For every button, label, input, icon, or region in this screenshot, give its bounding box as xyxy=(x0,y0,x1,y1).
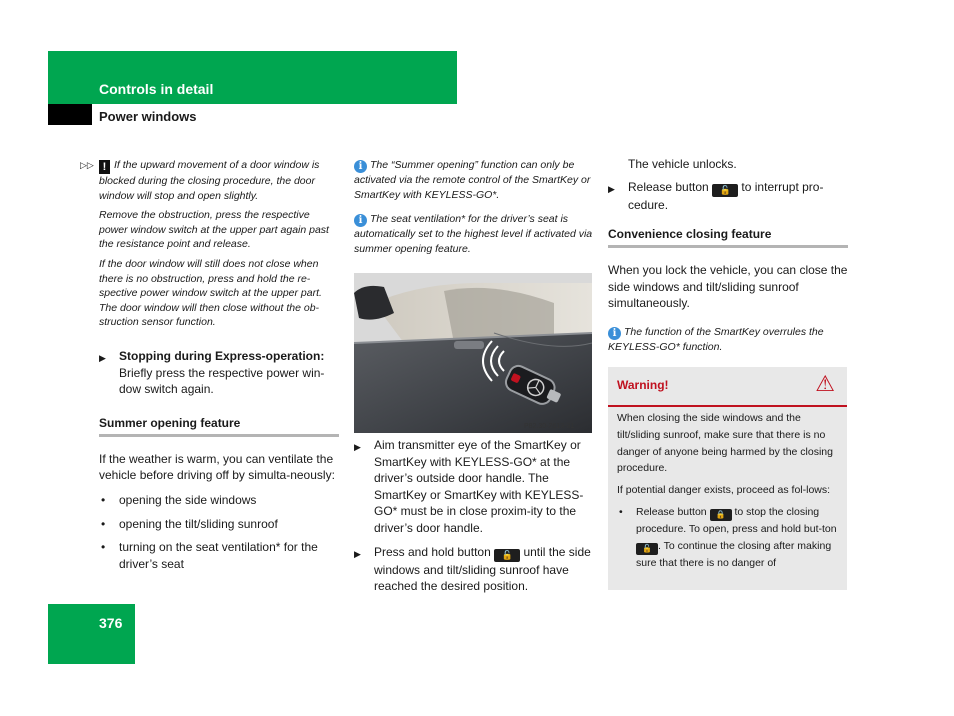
unlocks-text: The vehicle unlocks. xyxy=(628,157,737,171)
info-text: The function of the SmartKey overrules the KEYLESS-GO* function. xyxy=(608,325,824,353)
convenience-text: When you lock the vehicle, you can close the side windows and tilt/sliding sunroof simultaneously. xyxy=(608,263,848,311)
step-arrow-icon: ▶ xyxy=(608,183,615,194)
smartkey-door-illustration xyxy=(354,273,592,433)
warning-title: Warning! xyxy=(617,378,669,392)
lock-button-icon: 🔒 xyxy=(710,509,732,521)
warning-text: Release button xyxy=(636,505,707,518)
note-obstruction xyxy=(80,158,339,203)
step-text: Release button xyxy=(628,179,709,194)
continue-arrows-icon: ▷▷ xyxy=(80,160,94,170)
convenience-heading: Convenience closing feature xyxy=(608,227,848,248)
warning-text: If potential danger exists, proceed as fol-lows: xyxy=(617,484,831,497)
bullet-dot: • xyxy=(101,540,106,555)
column-middle-steps xyxy=(354,437,594,595)
step-arrow-icon: ▶ xyxy=(99,352,106,363)
step-text: to interrupt pro-cedure. xyxy=(628,179,824,212)
section-marker xyxy=(48,104,92,125)
step-text: Aim transmitter eye of the SmartKey or SmartKey with KEYLESS-GO* at the driver’s outside door handle. The SmartKey or SmartKey with KEYLESS-GO* must be in close proxim-ity to the driver’s door handle. xyxy=(374,438,584,535)
unlock-button-icon: 🔓 xyxy=(636,543,658,555)
info-note xyxy=(354,212,594,256)
chapter-title: Controls in detail xyxy=(99,81,214,97)
step-text: Press and hold button xyxy=(374,544,491,559)
column-right xyxy=(608,156,848,355)
unlock-button-icon: 🔓 xyxy=(712,184,738,197)
info-icon: i xyxy=(354,160,367,173)
step-arrow-icon: ▶ xyxy=(354,442,361,452)
step-arrow-icon: ▶ xyxy=(354,548,361,559)
exclamation-icon: ! xyxy=(99,160,110,174)
page-number-band xyxy=(48,604,135,664)
step-aim xyxy=(354,437,594,537)
bullet-text: opening the side windows xyxy=(119,492,257,507)
info-note xyxy=(608,325,848,355)
summer-intro: If the weather is warm, you can ventilate the vehicle before driving off by simulta-neously: xyxy=(99,451,335,483)
step-press-hold xyxy=(354,544,594,595)
bullet-dot: • xyxy=(101,492,106,507)
express-step xyxy=(99,348,339,398)
bullet-dot: • xyxy=(101,516,106,531)
express-title: Stopping during Express-operation: xyxy=(119,348,325,363)
express-text: Briefly press the respective power win-dow switch again. xyxy=(119,365,325,397)
warning-box xyxy=(608,367,847,590)
car-door-image xyxy=(354,273,592,433)
unlock-button-icon: 🔓 xyxy=(494,549,520,562)
summer-heading: Summer opening feature xyxy=(99,416,339,437)
bullet-text: opening the tilt/sliding sunroof xyxy=(119,516,278,531)
bullet-dot: • xyxy=(619,505,623,518)
warning-text: When closing the side windows and the tilt/sliding sunroof, make sure that there is no danger of anyone being harmed by the closing procedure. xyxy=(617,412,833,475)
page-number: 376 xyxy=(99,615,123,631)
image-code: P82.30-2613-31 xyxy=(524,423,575,430)
warning-triangle-icon: ⚠ xyxy=(815,371,835,396)
section-title: Power windows xyxy=(99,109,197,124)
info-icon: i xyxy=(354,214,367,227)
bullet-item xyxy=(99,492,339,509)
warning-text: to stop the closing procedure. To open, press and hold but-ton xyxy=(636,505,837,535)
info-text: The “Summer opening” function can only be activated via the remote control of the SmartKey or SmartKey with KEYLESS-GO*. xyxy=(354,159,591,201)
step-release xyxy=(608,179,848,214)
note-text: If the upward movement of a door window is blocked during the closing procedure, the door window will stop and open slightly. xyxy=(99,159,320,202)
step-text: until the side windows and tilt/sliding sunroof have reached the desired position. xyxy=(374,544,591,594)
bullet-item xyxy=(99,539,339,572)
warning-body xyxy=(608,407,847,572)
note-text: Remove the obstruction, press the respective power window switch at the upper part again past the resistance point and release. xyxy=(99,209,329,251)
column-left xyxy=(80,158,339,572)
info-icon: i xyxy=(608,327,621,340)
column-middle xyxy=(354,158,594,256)
warning-bullet xyxy=(617,504,838,572)
bullet-item xyxy=(99,516,339,533)
warning-text: . To continue the closing after making sure that there is no danger of xyxy=(636,539,832,569)
warning-header xyxy=(608,367,847,405)
info-text: The seat ventilation* for the driver’s seat is automatically set to the highest level if activated via summer opening feature. xyxy=(354,213,593,255)
info-note xyxy=(354,158,594,202)
bullet-text: turning on the seat ventilation* for the driver’s seat xyxy=(119,540,318,571)
note-text: If the door window will still does not close when there is no obstruction, press and hold the re-spective power window switch at the upper part. The door window will then close without the ob-struction sensor function. xyxy=(99,257,322,329)
